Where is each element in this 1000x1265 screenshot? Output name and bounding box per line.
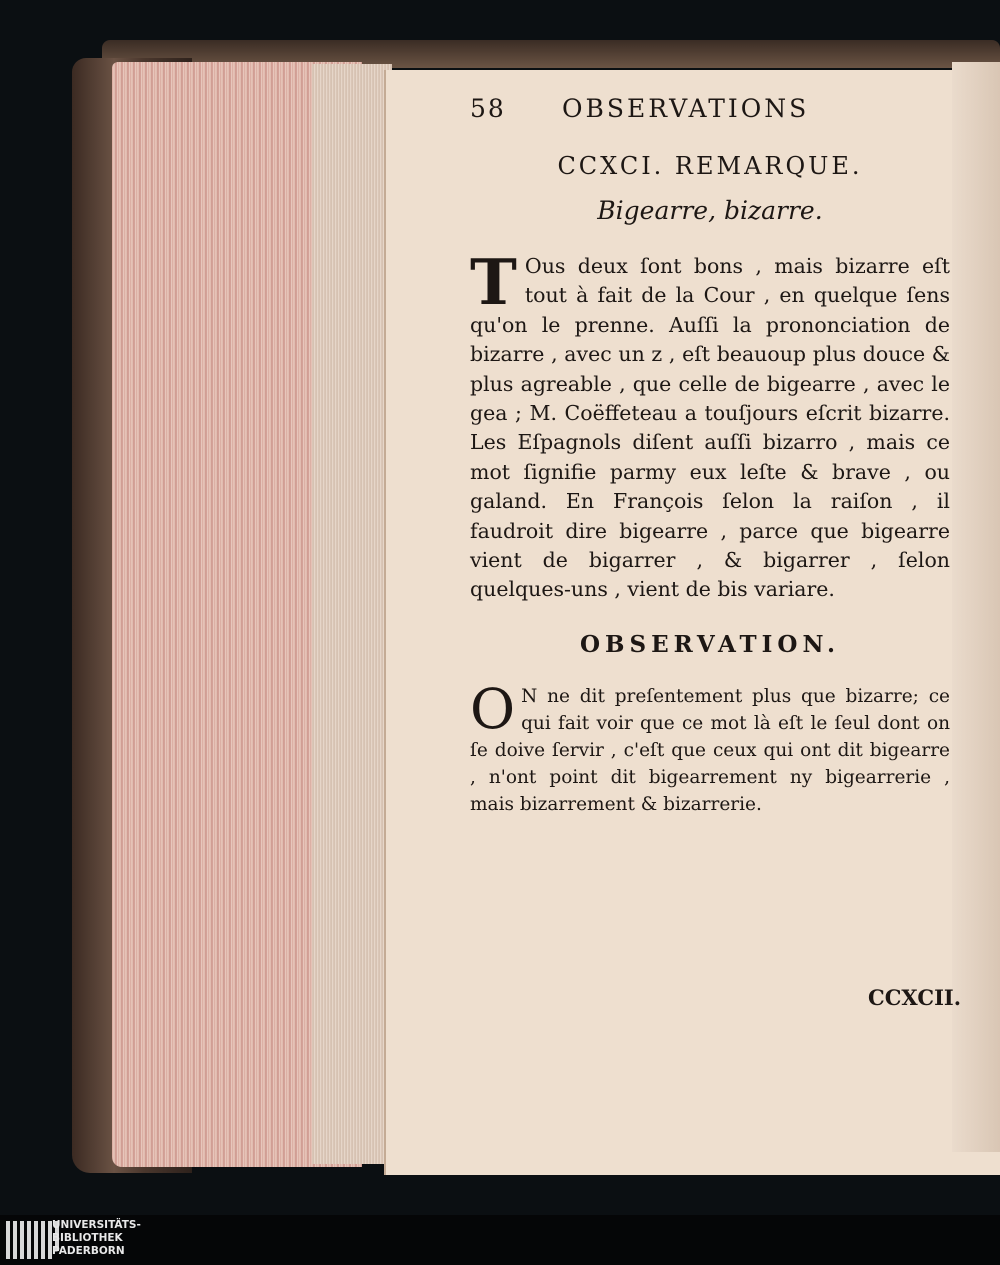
library-name-line: BIBLIOTHEK: [52, 1232, 123, 1244]
catchword: CCXCII.: [868, 985, 962, 1010]
library-footer: [0, 1215, 1000, 1265]
remark-title: CCXCI. REMARQUE.: [557, 152, 863, 180]
remark-paragraph-text: Ous deux ſont bons , mais bizarre eſt tout à fait de la Cour , en quelque ſens qu'on le prenne. Auſſi la prononciation de bizarre , avec un z , eſt beauoup plus douce & plus agreable , que celle de bigearre , avec le gea ; M. Coëffeteau a touſjours eſcrit bizarre. Les Eſpagnols diſent auſſi bizarro , mais ce mot ſignifie parmy eux leſte & brave , ou galand. En François ſelon la raiſon , il faudroit dire bigearre , parce que bigearre vient de bigarrer , & bigarrer , ſelon quelques-uns , vient de bis variare.: [470, 254, 950, 602]
running-header: [470, 88, 950, 130]
observation-paragraph: [470, 676, 950, 818]
remark-subtitle: Bigearre, bizarre.: [597, 196, 823, 225]
page-stack-edges: [312, 64, 392, 1164]
page-text-block: [470, 88, 950, 818]
page-number: 58: [470, 94, 506, 123]
library-name-line: PADERBORN: [52, 1245, 125, 1257]
library-name-line: UNIVERSITÄTS-: [52, 1219, 141, 1231]
library-name: [52, 1219, 141, 1258]
running-head-title: OBSERVATIONS: [562, 94, 810, 123]
drop-cap: T: [470, 245, 517, 319]
remark-paragraph: [470, 245, 950, 605]
observation-paragraph-text: N ne dit preſentement plus que bizarre; ce qui fait voir que ce mot là eſt le ſeul dont on ſe doive ſervir , c'eſt que ceux qui ont dit bigearre , n'ont point dit bigearrement ny bigearrerie , mais bizarrement & bizarrerie.: [470, 685, 950, 815]
drop-cap: O: [470, 676, 516, 741]
observation-heading: OBSERVATION.: [579, 630, 841, 658]
